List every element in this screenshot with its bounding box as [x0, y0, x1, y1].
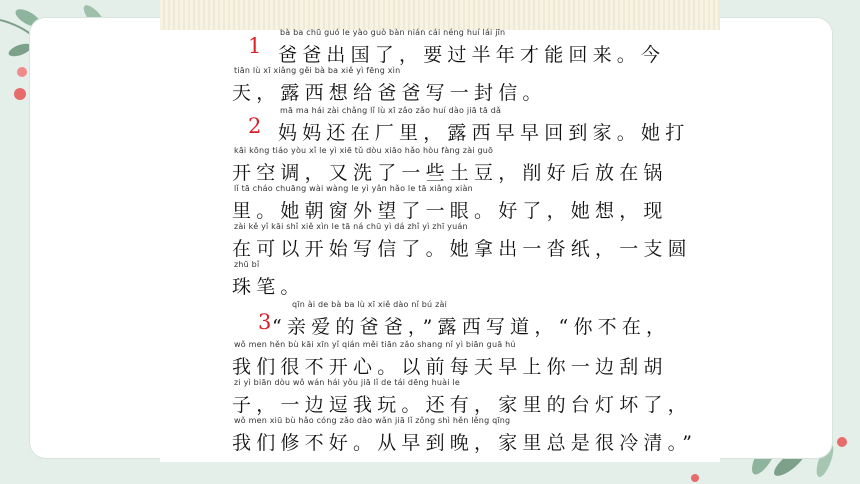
pinyin-line: tiān lù xī xiǎng gěi bà ba xiě yì fēng xìn [234, 66, 401, 75]
hanzi-line: 我们修不好。从早到晚，家里总是很冷清。” [232, 432, 698, 454]
pinyin-line: mā ma hái zài chǎng lǐ lù xī zǎo zǎo huí dào jiā tā dǎ [280, 106, 502, 115]
textbook-page [160, 0, 720, 462]
pinyin-line: kāi kōng tiáo yòu xǐ le yì xiē tǔ dòu xiāo hǎo hòu fàng zài guō [234, 146, 494, 155]
pinyin-line: lǐ tā cháo chuāng wài wàng le yì yǎn hǎo le tā xiǎng xiàn [234, 184, 473, 193]
hanzi-line: 里。她朝窗外望了一眼。好了，她想，现 [232, 200, 668, 222]
hanzi-line: 妈妈还在厂里，露西早早回到家。她打 [278, 122, 690, 144]
paragraph-marker-2: 2 [248, 114, 262, 138]
hanzi-line: 爸爸出国了，要过半年才能回来。今 [278, 44, 666, 66]
pinyin-line: bà ba chū guó le yào guò bàn nián cái néng huí lái jīn [280, 28, 506, 37]
hanzi-line: 天，露西想给爸爸写一封信。 [232, 82, 547, 104]
paragraph-marker-3: 3 [258, 310, 272, 334]
paragraph-marker-1: 1 [248, 34, 262, 58]
hanzi-line: 珠笔。 [232, 276, 305, 298]
pinyin-line: wǒ men xiū bù hǎo cóng zǎo dào wǎn jiā lǐ zǒng shì hěn lěng qīng [234, 416, 511, 425]
page-top-strip [160, 0, 720, 30]
pinyin-line: zhū bǐ [234, 260, 260, 269]
pinyin-line: zài kě yǐ kāi shǐ xiě xìn le tā ná chū yì dá zhǐ yì zhī yuán [234, 222, 468, 231]
pinyin-line: wǒ men hěn bù kāi xīn yǐ qián měi tiān zǎo shang nǐ yì biān guā hú [234, 340, 516, 349]
hanzi-line: 开空调，又洗了一些土豆，削好后放在锅 [232, 162, 668, 184]
hanzi-line: 在可以开始写信了。她拿出一沓纸，一支圆 [232, 238, 692, 260]
pinyin-line: zi yì biān dòu wǒ wán hái yǒu jiā lǐ de tái dēng huài le [234, 378, 460, 387]
hanzi-line: 我们很不开心。以前每天早上你一边刮胡 [232, 356, 668, 378]
pinyin-line: qīn ài de bà ba lù xī xiě dào nǐ bú zài [292, 300, 447, 309]
hanzi-line: 子，一边逗我玩。还有，家里的台灯坏了， [232, 394, 692, 416]
hanzi-line: “亲爱的爸爸，”露西写道，“你不在， [272, 316, 671, 338]
